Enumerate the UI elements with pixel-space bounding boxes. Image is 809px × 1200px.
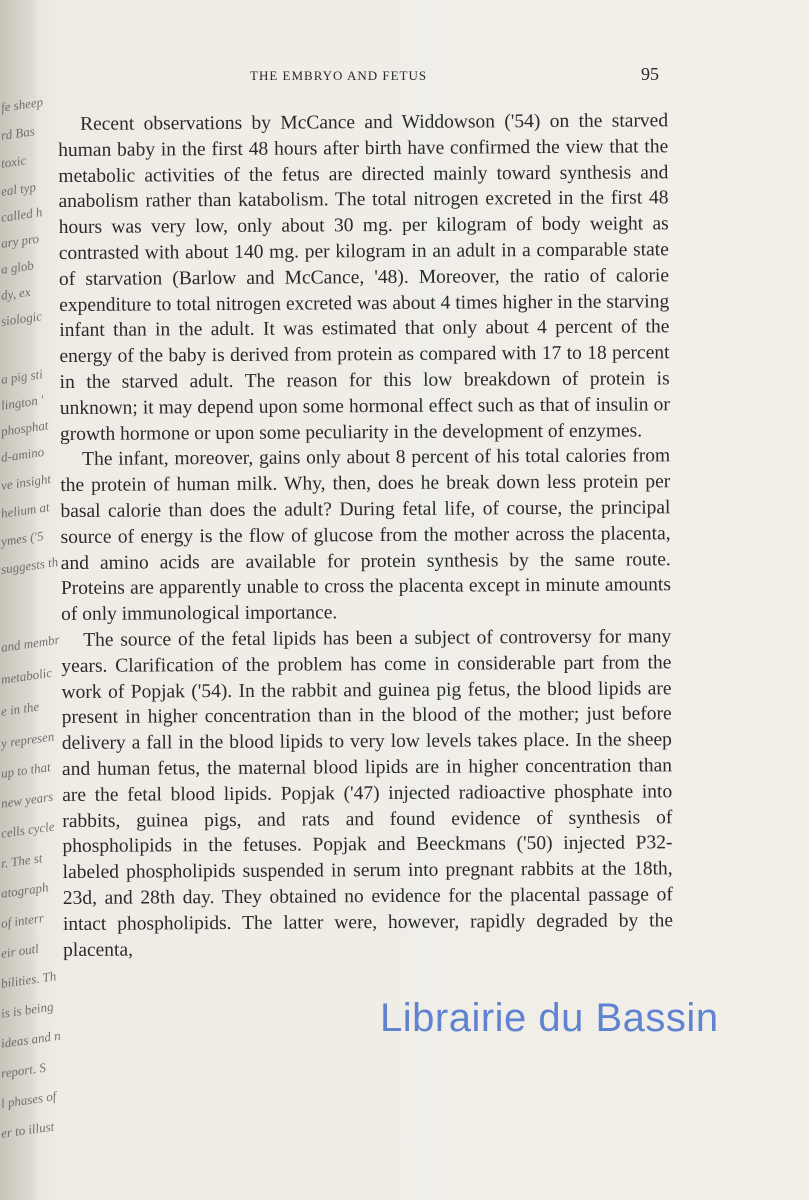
body-text xyxy=(58,108,673,963)
margin-fragment: ary pro xyxy=(0,230,40,251)
margin-fragment: fe sheep xyxy=(0,94,44,115)
margin-fragment: ideas and n xyxy=(0,1027,62,1051)
margin-fragment: and membr xyxy=(0,631,61,655)
margin-fragment: lington ' xyxy=(0,392,45,413)
margin-fragment: a glob xyxy=(0,257,35,277)
margin-fragment: e in the xyxy=(0,698,40,719)
margin-fragment: a pig sti xyxy=(0,366,44,387)
watermark: Librairie du Bassin xyxy=(380,996,719,1040)
margin-fragment: l phases of xyxy=(0,1088,58,1111)
margin-fragment: rd Bas xyxy=(0,123,36,143)
margin-fragment: phosphat xyxy=(0,417,50,439)
margin-fragment: up to that xyxy=(0,759,52,781)
margin-fragment: of interr xyxy=(0,910,45,931)
margin-fragment: metabolic xyxy=(0,664,53,687)
margin-fragment: called h xyxy=(0,204,44,225)
margin-fragment: ymes ('5 xyxy=(0,528,45,549)
margin-fragment: y represen xyxy=(0,728,56,751)
margin-fragment: er to illust xyxy=(0,1118,56,1141)
running-head: THE EMBRYO AND FETUS xyxy=(250,68,428,83)
margin-fragment: siologic xyxy=(0,308,43,329)
margin-fragment: r. The st xyxy=(0,850,44,871)
margin-fragment: helium at xyxy=(0,499,51,521)
margin-fragment: eir outl xyxy=(0,940,40,961)
page-number: 95 xyxy=(641,64,659,84)
margin-fragment: new years xyxy=(0,788,54,811)
margin-fragment: ve insight xyxy=(0,471,52,493)
margin-fragment: atograph xyxy=(0,879,50,901)
margin-fragment: eal typ xyxy=(0,179,37,199)
facing-page-margin xyxy=(0,0,62,1200)
margin-fragment: bilities. Th xyxy=(0,968,58,991)
margin-fragment: d-amino xyxy=(0,443,46,465)
margin-fragment: suggests th xyxy=(0,554,59,577)
margin-fragment: cells cycle xyxy=(0,818,56,841)
paragraph: Recent observations by McCance and Widdowson ('54) on the starved human baby in the first 48 hours after birth have confirmed the view that the metabolic activities of the fetus are directed mainly toward synthesis and anabolism rather than katabolism. The total nitrogen excreted in the first 48 hours was very low, only about 30 mg. per kilogram of body weight as contrasted with about 140 mg. per kilogram in an adult in a comparable state of starvation (Barlow and McCance, '48). Moreover, the ratio of calorie expenditure to total nitrogen excreted was about 4 times higher in the starving infant than in the adult. It was estimated that only about 4 percent of the energy of the baby is derived from protein as compared with 17 to 18 percent in the starved adult. The reason for this low breakdown of protein is unknown; it may depend upon some hormonal effect such as that of insulin or growth hormone or upon some peculiarity in the development of enzymes. xyxy=(58,110,670,445)
margin-fragment: dy, ex xyxy=(0,283,32,303)
margin-fragment: report. S xyxy=(0,1059,47,1081)
paragraph: The source of the fetal lipids has been a subject of controversy for many years. Clarification of the problem has come in considerable part from the work of Popjak ('54). In the rabbit and guinea pig fetus, the blood lipids are present in higher concentration than in the blood of the mother; just before delivery a fall in the blood lipids to very low levels takes place. In the sheep and human fetus, the maternal blood lipids are in higher concentration than are the fetal blood lipids. Popjak ('47) injected radioactive phosphate into rabbits, guinea pigs, and rats and found evidence of synthesis of phospholipids in the fetuses. Popjak and Beeckmans ('50) injected P32-labeled phospholipids suspended in serum into pregnant rabbits at the 18th, 23d, and 28th day. They obtained no evidence for the placental passage of intact phospholipids. The latter were, however, rapidly degraded by the placenta, xyxy=(61,626,674,961)
margin-fragment: toxic xyxy=(0,152,28,171)
paragraph: The infant, moreover, gains only about 8 percent of his total calories from the protein of human milk. Why, then, does he break down less protein per basal calorie than does the adult? During fetal life, of course, the principal source of energy is the flow of glucose from the mother across the placenta, and amino acids are available for protein synthesis by the same route. Proteins are apparently unable to cross the placenta except in minute amounts of only immunological importance. xyxy=(60,445,671,626)
margin-fragment: is is being xyxy=(0,998,55,1021)
